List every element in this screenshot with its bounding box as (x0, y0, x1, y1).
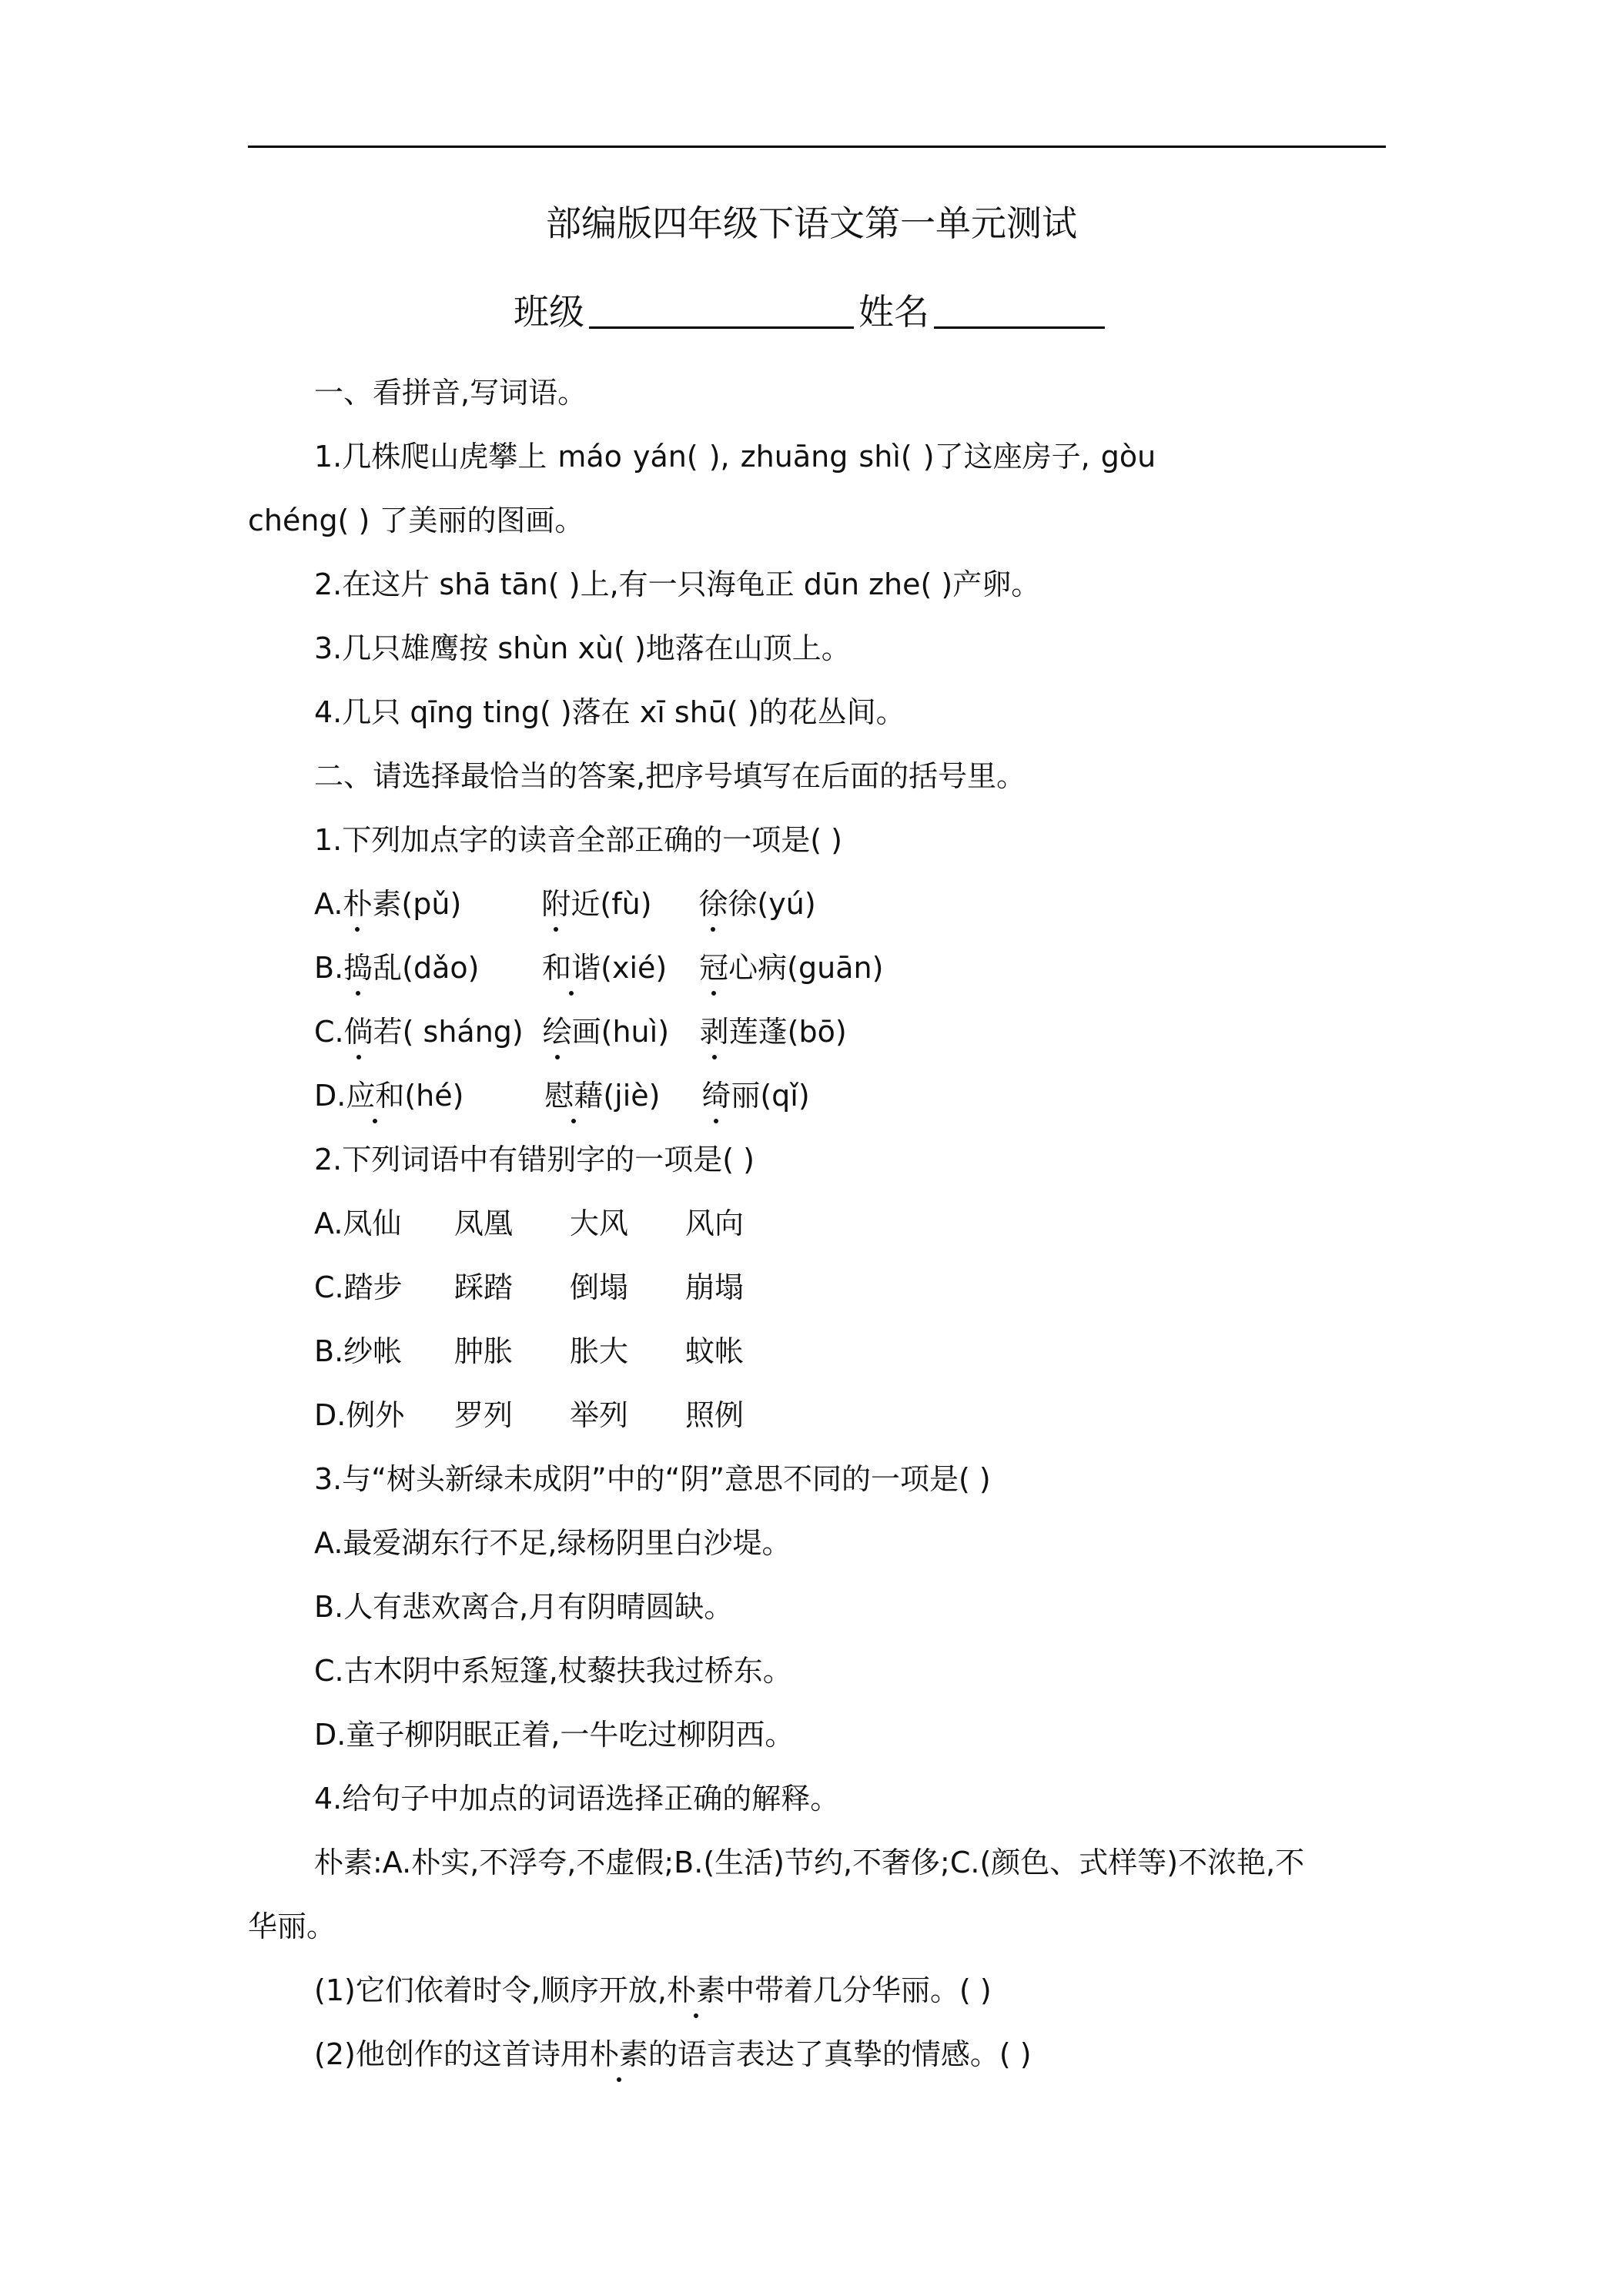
name-label: 姓名 (858, 291, 929, 333)
s2-q2-row-b: B.纱帐 肿胀 胀大 蚊帐 (314, 1334, 745, 1368)
s2-q1-option-b: B.捣乱(dǎo) 和谐(xié) 冠心病(guān) (314, 946, 883, 989)
class-blank[interactable] (589, 293, 854, 329)
dotted-char: 朴 (343, 882, 372, 925)
s1-q3: 3.几只雄鹰按 shùn xù( )地落在山顶上。 (314, 631, 851, 665)
dotted-char: 应和 (346, 1074, 404, 1117)
s2-q2-stem: 2.下列词语中有错别字的一项是( ) (314, 1143, 755, 1176)
dotted-char: 倘 (344, 1010, 373, 1053)
page-title: 部编版四年级下语文第一单元测试 (546, 202, 1077, 244)
s2-q2-row-c: C.踏步 踩踏 倒塌 崩塌 (314, 1270, 745, 1304)
class-label: 班级 (514, 291, 584, 333)
dotted-char: 绮 (701, 1074, 731, 1117)
s1-q2: 2.在这片 shā tān( )上,有一只海龟正 dūn zhe( )产卵。 (314, 567, 1041, 601)
dotted-word: 朴素 (667, 1969, 725, 2012)
dotted-word: 朴素 (590, 2033, 648, 2076)
s2-q1-option-c: C.倘若( sháng) 绘画(huì) 剥莲蓬(bō) (314, 1010, 847, 1053)
s1-q1-line1: 1.几株爬山虎攀上 máo yán( ), zhuāng shì( )了这座房子, gòu (314, 440, 1156, 474)
dotted-char: 捣 (343, 946, 373, 989)
dotted-char: 剥 (700, 1010, 729, 1053)
name-blank[interactable] (934, 293, 1105, 329)
s2-q3-option-c: C.古木阴中系短篷,杖藜扶我过桥东。 (314, 1654, 792, 1688)
s2-q1-stem: 1.下列加点字的读音全部正确的一项是( ) (314, 823, 842, 857)
s2-q1-option-a: A.朴素(pǔ) 附近(fù) 徐徐(yú) (314, 882, 816, 925)
s2-q2-row-a: A.凤仙 凤凰 大风 风向 (314, 1207, 745, 1240)
s2-q3-option-d: D.童子柳阴眠正着,一牛吃过柳阴西。 (314, 1718, 795, 1752)
dotted-char: 和谐 (542, 946, 601, 989)
s1-q4: 4.几只 qīng ting( )落在 xī shū( )的花丛间。 (314, 695, 905, 729)
s2-q2-row-d: D.例外 罗列 举列 照例 (314, 1398, 745, 1432)
dotted-char: 慰藉 (544, 1074, 603, 1117)
dotted-char: 绘 (543, 1010, 572, 1053)
student-info-line (0, 285, 1623, 339)
s1-q1-line2: chéng( ) 了美丽的图画。 (248, 504, 584, 537)
dotted-char: 冠 (699, 946, 728, 989)
s2-q4-stem: 4.给句子中加点的词语选择正确的解释。 (314, 1782, 840, 1816)
s2-q4-sentence-2: (2)他创作的这首诗用朴素的语言表达了真挚的情感。( ) (314, 2033, 1032, 2076)
section1-heading: 一、看拼音,写词语。 (314, 376, 587, 410)
s2-q4-definition-line1: 朴素:A.朴实,不浮夸,不虚假;B.(生活)节约,不奢侈;C.(颜色、式样等)不浓艳,不 (314, 1846, 1305, 1879)
section2-heading: 二、请选择最恰当的答案,把序号填写在后面的括号里。 (314, 759, 1026, 793)
s2-q3-option-b: B.人有悲欢离合,月有阴晴圆缺。 (314, 1590, 734, 1624)
dotted-char: 附 (541, 882, 571, 925)
s2-q4-sentence-1: (1)它们依着时令,顺序开放,朴素中带着几分华丽。( ) (314, 1969, 992, 2012)
s2-q3-stem: 3.与“树头新绿未成阴”中的“阴”意思不同的一项是( ) (314, 1462, 991, 1496)
s2-q1-option-d: D.应和(hé) 慰藉(jiè) 绮丽(qǐ) (314, 1074, 810, 1117)
s2-q4-definition-line2: 华丽。 (248, 1909, 336, 1943)
header-rule (248, 146, 1386, 148)
dotted-char: 徐 (698, 882, 728, 925)
s2-q3-option-a: A.最爱湖东行不足,绿杨阴里白沙堤。 (314, 1526, 791, 1560)
